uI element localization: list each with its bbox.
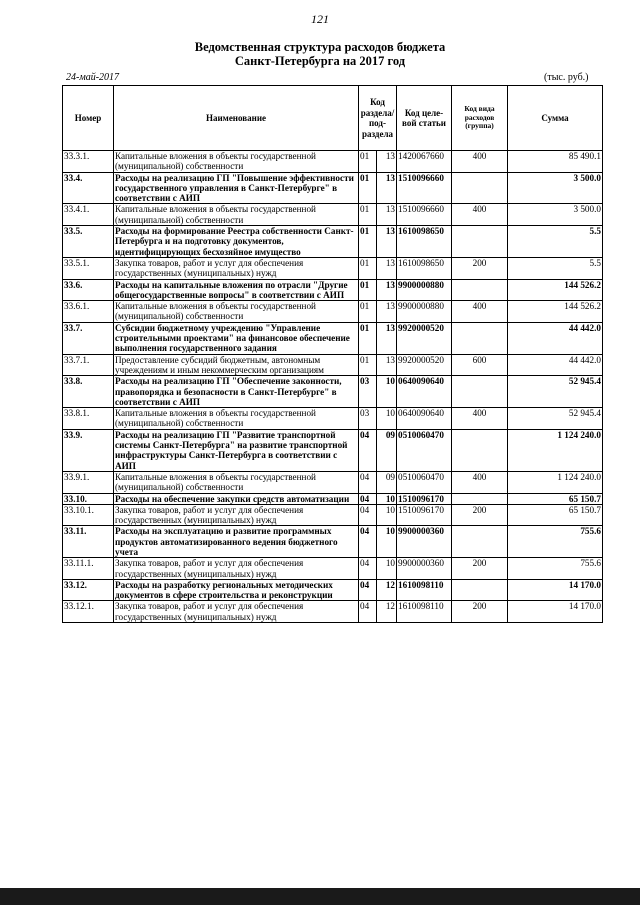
row-subsection-code: 13	[377, 322, 397, 354]
row-name: Субсидии бюджетному учреждению "Управление строительными проектами" на финансовое обеспечение выполнения государственного задания	[114, 322, 359, 354]
table-row	[63, 558, 603, 580]
table-row	[63, 601, 603, 623]
row-target-code: 1510096660	[397, 172, 452, 204]
table-row	[63, 257, 603, 279]
row-section-code: 04	[359, 558, 377, 580]
row-kind-code	[452, 526, 508, 558]
row-number: 33.5.	[63, 226, 114, 258]
row-subsection-code: 13	[377, 172, 397, 204]
header-target: Код целе-вой статьи	[397, 86, 452, 151]
row-sum: 755.6	[508, 526, 603, 558]
table-row	[63, 471, 603, 493]
row-target-code: 1510096660	[397, 204, 452, 226]
table-row	[63, 354, 603, 376]
row-name: Капитальные вложения в объекты государственной (муниципальной) собственности	[114, 151, 359, 173]
row-sum: 1 124 240.0	[508, 471, 603, 493]
row-sum: 44 442.0	[508, 322, 603, 354]
row-sum: 3 500.0	[508, 172, 603, 204]
row-sum: 65 150.7	[508, 504, 603, 526]
row-sum: 1 124 240.0	[508, 429, 603, 471]
row-number: 33.9.1.	[63, 471, 114, 493]
row-kind-code: 600	[452, 354, 508, 376]
row-sum: 144 526.2	[508, 301, 603, 323]
budget-table	[62, 85, 603, 623]
row-section-code: 01	[359, 301, 377, 323]
row-number: 33.4.1.	[63, 204, 114, 226]
row-sum: 144 526.2	[508, 279, 603, 301]
row-number: 33.6.	[63, 279, 114, 301]
row-kind-code: 400	[452, 471, 508, 493]
row-kind-code: 200	[452, 601, 508, 623]
table-row	[63, 301, 603, 323]
row-subsection-code: 13	[377, 354, 397, 376]
row-kind-code	[452, 226, 508, 258]
row-sum: 65 150.7	[508, 493, 603, 504]
row-number: 33.11.	[63, 526, 114, 558]
row-section-code: 01	[359, 354, 377, 376]
row-sum: 52 945.4	[508, 408, 603, 430]
row-number: 33.10.	[63, 493, 114, 504]
table-row	[63, 408, 603, 430]
row-target-code: 9920000520	[397, 322, 452, 354]
row-section-code: 03	[359, 376, 377, 408]
row-kind-code: 400	[452, 204, 508, 226]
row-target-code: 9920000520	[397, 354, 452, 376]
row-subsection-code: 13	[377, 226, 397, 258]
row-kind-code: 200	[452, 558, 508, 580]
row-number: 33.8.	[63, 376, 114, 408]
row-subsection-code: 13	[377, 257, 397, 279]
row-name: Капитальные вложения в объекты государственной (муниципальной) собственности	[114, 408, 359, 430]
row-kind-code: 200	[452, 257, 508, 279]
row-name: Расходы на эксплуатацию и развитие программных продуктов автоматизированного ведения бюджетного учета	[114, 526, 359, 558]
row-subsection-code: 12	[377, 601, 397, 623]
row-target-code: 0640090640	[397, 376, 452, 408]
row-name: Предоставление субсидий бюджетным, автономным учреждениям и иным некоммерческим организациям	[114, 354, 359, 376]
row-kind-code: 400	[452, 151, 508, 173]
row-name: Расходы на реализацию ГП "Развитие транспортной системы Санкт-Петербурга" на развитие транспортной инфраструктуры Санкт-Петербурга в соответствии с АИП	[114, 429, 359, 471]
row-subsection-code: 09	[377, 429, 397, 471]
table-row	[63, 151, 603, 173]
row-section-code: 01	[359, 279, 377, 301]
row-section-code: 04	[359, 526, 377, 558]
row-subsection-code: 10	[377, 376, 397, 408]
row-name: Закупка товаров, работ и услуг для обеспечения государственных (муниципальных) нужд	[114, 601, 359, 623]
row-section-code: 01	[359, 172, 377, 204]
header-kind: Код вида расходов (группа)	[452, 86, 508, 151]
row-sum: 755.6	[508, 558, 603, 580]
units-label: (тыс. руб.)	[544, 72, 589, 83]
row-name: Капитальные вложения в объекты государственной (муниципальной) собственности	[114, 301, 359, 323]
row-subsection-code: 13	[377, 279, 397, 301]
row-section-code: 04	[359, 493, 377, 504]
row-target-code: 1610098650	[397, 226, 452, 258]
row-sum: 14 170.0	[508, 601, 603, 623]
row-name: Расходы на разработку региональных методических документов в сфере строительства и реконструкции	[114, 579, 359, 601]
row-kind-code	[452, 429, 508, 471]
row-number: 33.12.1.	[63, 601, 114, 623]
row-kind-code: 400	[452, 408, 508, 430]
row-subsection-code: 09	[377, 471, 397, 493]
header-sum: Сумма	[508, 86, 603, 151]
row-kind-code	[452, 322, 508, 354]
row-section-code: 01	[359, 257, 377, 279]
row-kind-code	[452, 493, 508, 504]
row-name: Капитальные вложения в объекты государственной (муниципальной) собственности	[114, 471, 359, 493]
row-subsection-code: 10	[377, 493, 397, 504]
row-section-code: 04	[359, 429, 377, 471]
row-kind-code	[452, 172, 508, 204]
row-subsection-code: 12	[377, 579, 397, 601]
row-section-code: 04	[359, 504, 377, 526]
row-name: Закупка товаров, работ и услуг для обеспечения государственных (муниципальных) нужд	[114, 504, 359, 526]
row-subsection-code: 13	[377, 301, 397, 323]
row-section-code: 01	[359, 151, 377, 173]
row-target-code: 1420067660	[397, 151, 452, 173]
table-row	[63, 493, 603, 504]
row-section-code: 04	[359, 471, 377, 493]
table-row	[63, 204, 603, 226]
title-line-1: Ведомственная структура расходов бюджета	[194, 40, 446, 54]
header-name: Наименование	[114, 86, 359, 151]
header-number: Номер	[63, 86, 114, 151]
row-section-code: 01	[359, 204, 377, 226]
row-target-code: 9900000880	[397, 301, 452, 323]
row-number: 33.3.1.	[63, 151, 114, 173]
row-section-code: 04	[359, 601, 377, 623]
table-row	[63, 579, 603, 601]
document-date: 24-май-2017	[66, 72, 120, 83]
row-subsection-code: 10	[377, 408, 397, 430]
table-row	[63, 322, 603, 354]
row-section-code: 01	[359, 322, 377, 354]
row-name: Расходы на обеспечение закупки средств автоматизации	[114, 493, 359, 504]
row-sum: 52 945.4	[508, 376, 603, 408]
scan-edge	[0, 888, 640, 905]
row-subsection-code: 10	[377, 504, 397, 526]
table-row	[63, 172, 603, 204]
row-target-code: 9900000880	[397, 279, 452, 301]
row-number: 33.10.1.	[63, 504, 114, 526]
row-sum: 5.5	[508, 257, 603, 279]
table-row	[63, 279, 603, 301]
table-row	[63, 526, 603, 558]
row-name: Капитальные вложения в объекты государственной (муниципальной) собственности	[114, 204, 359, 226]
row-target-code: 1610098110	[397, 579, 452, 601]
table-row	[63, 504, 603, 526]
table-row	[63, 226, 603, 258]
row-target-code: 0640090640	[397, 408, 452, 430]
row-name: Расходы на реализацию ГП "Обеспечение законности, правопорядка и безопасности в Санкт-Петербурге" в соответствии с АИП	[114, 376, 359, 408]
row-number: 33.12.	[63, 579, 114, 601]
table-header-row	[63, 86, 603, 151]
row-kind-code: 400	[452, 301, 508, 323]
row-target-code: 9900000360	[397, 558, 452, 580]
row-subsection-code: 10	[377, 526, 397, 558]
row-target-code: 1610098110	[397, 601, 452, 623]
row-target-code: 9900000360	[397, 526, 452, 558]
page-number: 121	[311, 12, 329, 26]
row-sum: 3 500.0	[508, 204, 603, 226]
row-target-code: 1510096170	[397, 504, 452, 526]
row-number: 33.5.1.	[63, 257, 114, 279]
header-section: Код раздела/ под-раздела	[359, 86, 397, 151]
row-kind-code	[452, 376, 508, 408]
row-number: 33.7.1.	[63, 354, 114, 376]
table-row	[63, 429, 603, 471]
row-kind-code	[452, 579, 508, 601]
row-number: 33.11.1.	[63, 558, 114, 580]
row-subsection-code: 10	[377, 558, 397, 580]
row-name: Расходы на капитальные вложения по отрасли "Другие общегосударственные вопросы" в соответствии с АИП	[114, 279, 359, 301]
row-sum: 85 490.1	[508, 151, 603, 173]
row-sum: 14 170.0	[508, 579, 603, 601]
row-number: 33.4.	[63, 172, 114, 204]
row-section-code: 03	[359, 408, 377, 430]
row-number: 33.7.	[63, 322, 114, 354]
title-line-2: Санкт-Петербурга на 2017 год	[234, 54, 406, 68]
row-subsection-code: 13	[377, 204, 397, 226]
row-target-code: 0510060470	[397, 471, 452, 493]
row-sum: 5.5	[508, 226, 603, 258]
row-section-code: 04	[359, 579, 377, 601]
row-target-code: 0510060470	[397, 429, 452, 471]
table-row	[63, 376, 603, 408]
row-kind-code	[452, 279, 508, 301]
row-name: Закупка товаров, работ и услуг для обеспечения государственных (муниципальных) нужд	[114, 257, 359, 279]
row-name: Расходы на реализацию ГП "Повышение эффективности государственного управления в Санкт-Петербурге" в соответствии с АИП	[114, 172, 359, 204]
row-number: 33.6.1.	[63, 301, 114, 323]
row-number: 33.9.	[63, 429, 114, 471]
document-title	[0, 40, 640, 68]
row-subsection-code: 13	[377, 151, 397, 173]
row-target-code: 1610098650	[397, 257, 452, 279]
row-name: Расходы на формирование Реестра собственности Санкт-Петербурга и на подготовку документов, идентифицирующих бесхозяйное имущество	[114, 226, 359, 258]
row-number: 33.8.1.	[63, 408, 114, 430]
row-name: Закупка товаров, работ и услуг для обеспечения государственных (муниципальных) нужд	[114, 558, 359, 580]
row-target-code: 1510096170	[397, 493, 452, 504]
row-section-code: 01	[359, 226, 377, 258]
row-kind-code: 200	[452, 504, 508, 526]
row-sum: 44 442.0	[508, 354, 603, 376]
